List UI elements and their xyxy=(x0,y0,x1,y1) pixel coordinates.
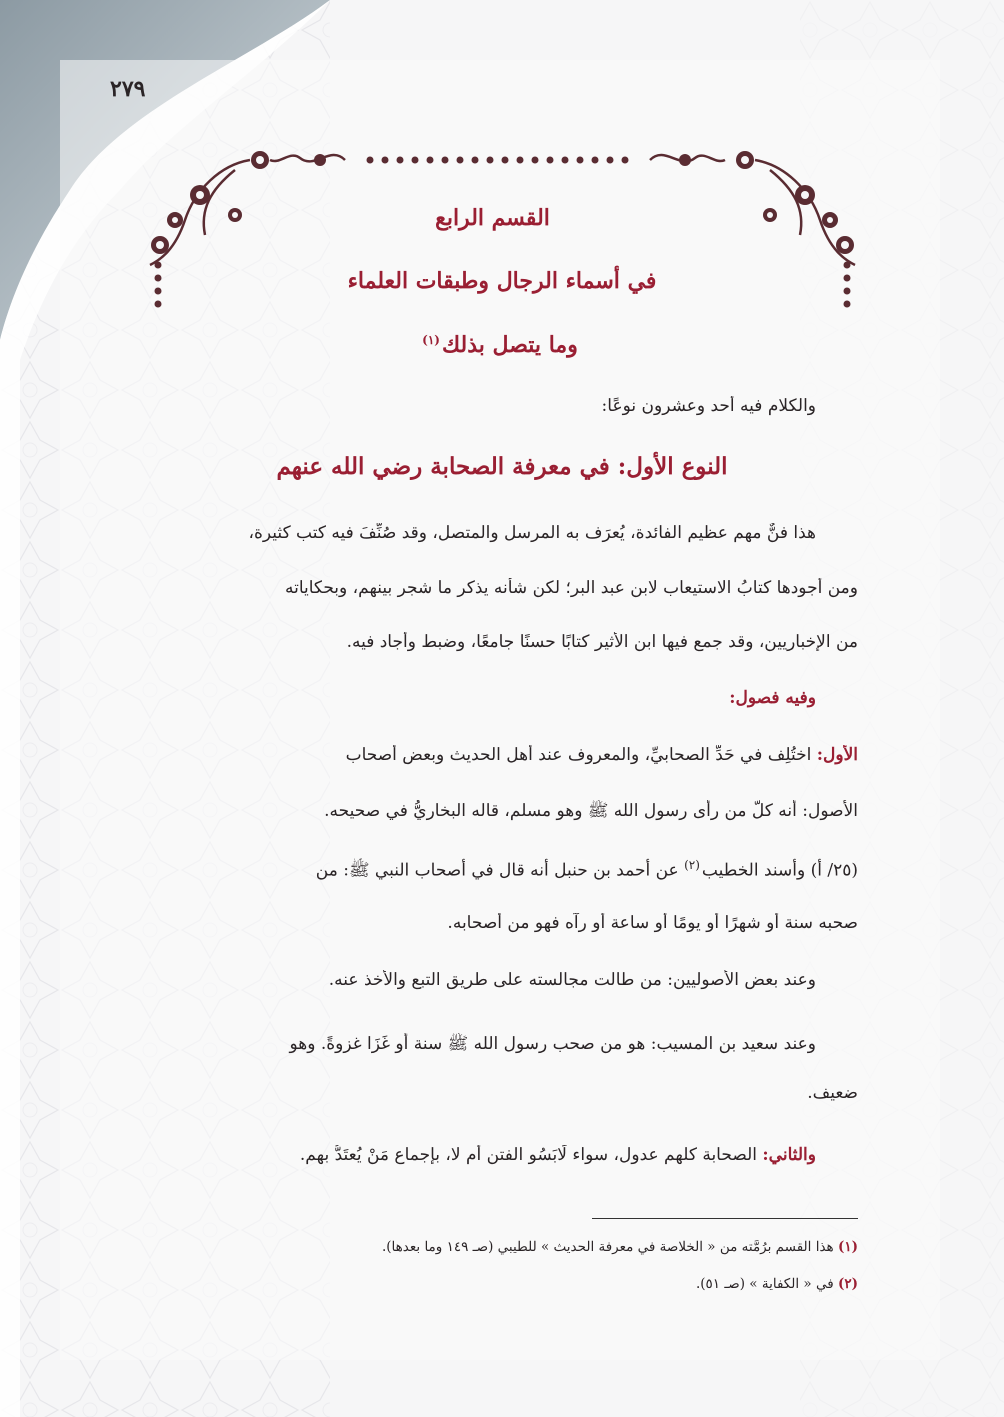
footnote-1-number: (١) xyxy=(837,1239,858,1255)
para-first-label: الأول: xyxy=(816,745,858,765)
footnote-1 xyxy=(200,1239,858,1255)
para-second xyxy=(140,1145,816,1165)
para-first-line2: الأصول: أنه كلُّ من رأى رسول الله ﷺ وهو مسلم، قاله البخاريُّ في صحيحه. xyxy=(324,801,858,821)
para-khatib-end: عن أحمد بن حنبل أنه قال في أصحاب النبي ﷺ: من xyxy=(315,860,679,881)
footnote-2 xyxy=(200,1276,858,1292)
intro-line: والكلام فيه أحد وعشرون نوعًا: xyxy=(601,396,816,416)
para1-line2: ومن أجودها كتابُ الاستيعاب لابن عبد البر؛ لكن شأنه يذكر ما شجر بينهم، وبحكاياته xyxy=(285,578,858,598)
page-number: ٢٧٩ xyxy=(110,76,146,102)
chapter-subtitle-line1: في أسماء الرجال وطبقات العلماء xyxy=(347,268,657,294)
para1-line3: من الإخباريين، وقد جمع فيها ابن الأثير كتابًا حسنًا جامعًا، وضبط وأجاد فيه. xyxy=(346,632,858,652)
footnote-ref-2[interactable]: (٢) xyxy=(684,858,700,872)
ornament-dot-row xyxy=(367,157,628,163)
ornament-flowers xyxy=(151,151,854,254)
footnote-ref-1[interactable]: (١) xyxy=(422,332,440,347)
para-first-text: اختُلِف في حَدِّ الصحابيِّ، والمعروف عند أهل الحديث وبعضِ أصحاب xyxy=(345,745,812,765)
para-khatib-line2: صحبه سنة أو شهرًا أو يومًا أو ساعة أو رآه فهو من أصحابه. xyxy=(447,913,858,933)
para-khatib-line1 xyxy=(140,858,858,885)
footnote-divider xyxy=(592,1218,858,1219)
chapter-subtitle-text: وما يتصل بذلك xyxy=(441,332,578,358)
para-usuliyyin: وعند بعض الأصوليين: من طالت مجالسته على طريق التبع والأخذ عنه. xyxy=(328,970,816,990)
para1-line1: هذا فنٌّ مهم عظيم الفائدة، يُعرَف به المرسل والمتصل، وقد صُنِّفَ فيه كتب كثيرة، xyxy=(248,523,816,543)
chapter-subtitle-line2 xyxy=(0,332,1000,358)
para-khatib-start: (٢٥/ أ) وأسند الخطيب xyxy=(701,860,858,881)
footnote-2-number: (٢) xyxy=(837,1276,858,1292)
para-said-line1: وعند سعيد بن المسيب: هو من صحب رسول الله ﷺ سنة أو غَزَا غزوةً. وهو xyxy=(289,1034,816,1054)
chapter-title: القسم الرابع xyxy=(435,205,550,231)
chapters-subheading: وفيه فصول: xyxy=(729,688,816,708)
para-second-label: والثاني: xyxy=(762,1145,816,1165)
para-second-text: الصحابة كلهم عدول، سواء لَابَسُو الفتن أم لا، بإجماعِ مَنْ يُعتَدُّ بهم. xyxy=(299,1145,757,1165)
section-heading: النوع الأول: في معرفة الصحابة رضي الله عنهم xyxy=(276,453,728,480)
footnote-2-text: في « الكفاية » (صـ ٥١). xyxy=(695,1276,834,1292)
footnote-1-text: هذا القسم برُمَّته من « الخلاصة في معرفة الحديث » للطيبي (صـ ١٤٩ وما بعدها). xyxy=(382,1239,834,1255)
para-said-line2: ضعيف. xyxy=(807,1083,858,1103)
para-first-line1 xyxy=(140,745,858,765)
